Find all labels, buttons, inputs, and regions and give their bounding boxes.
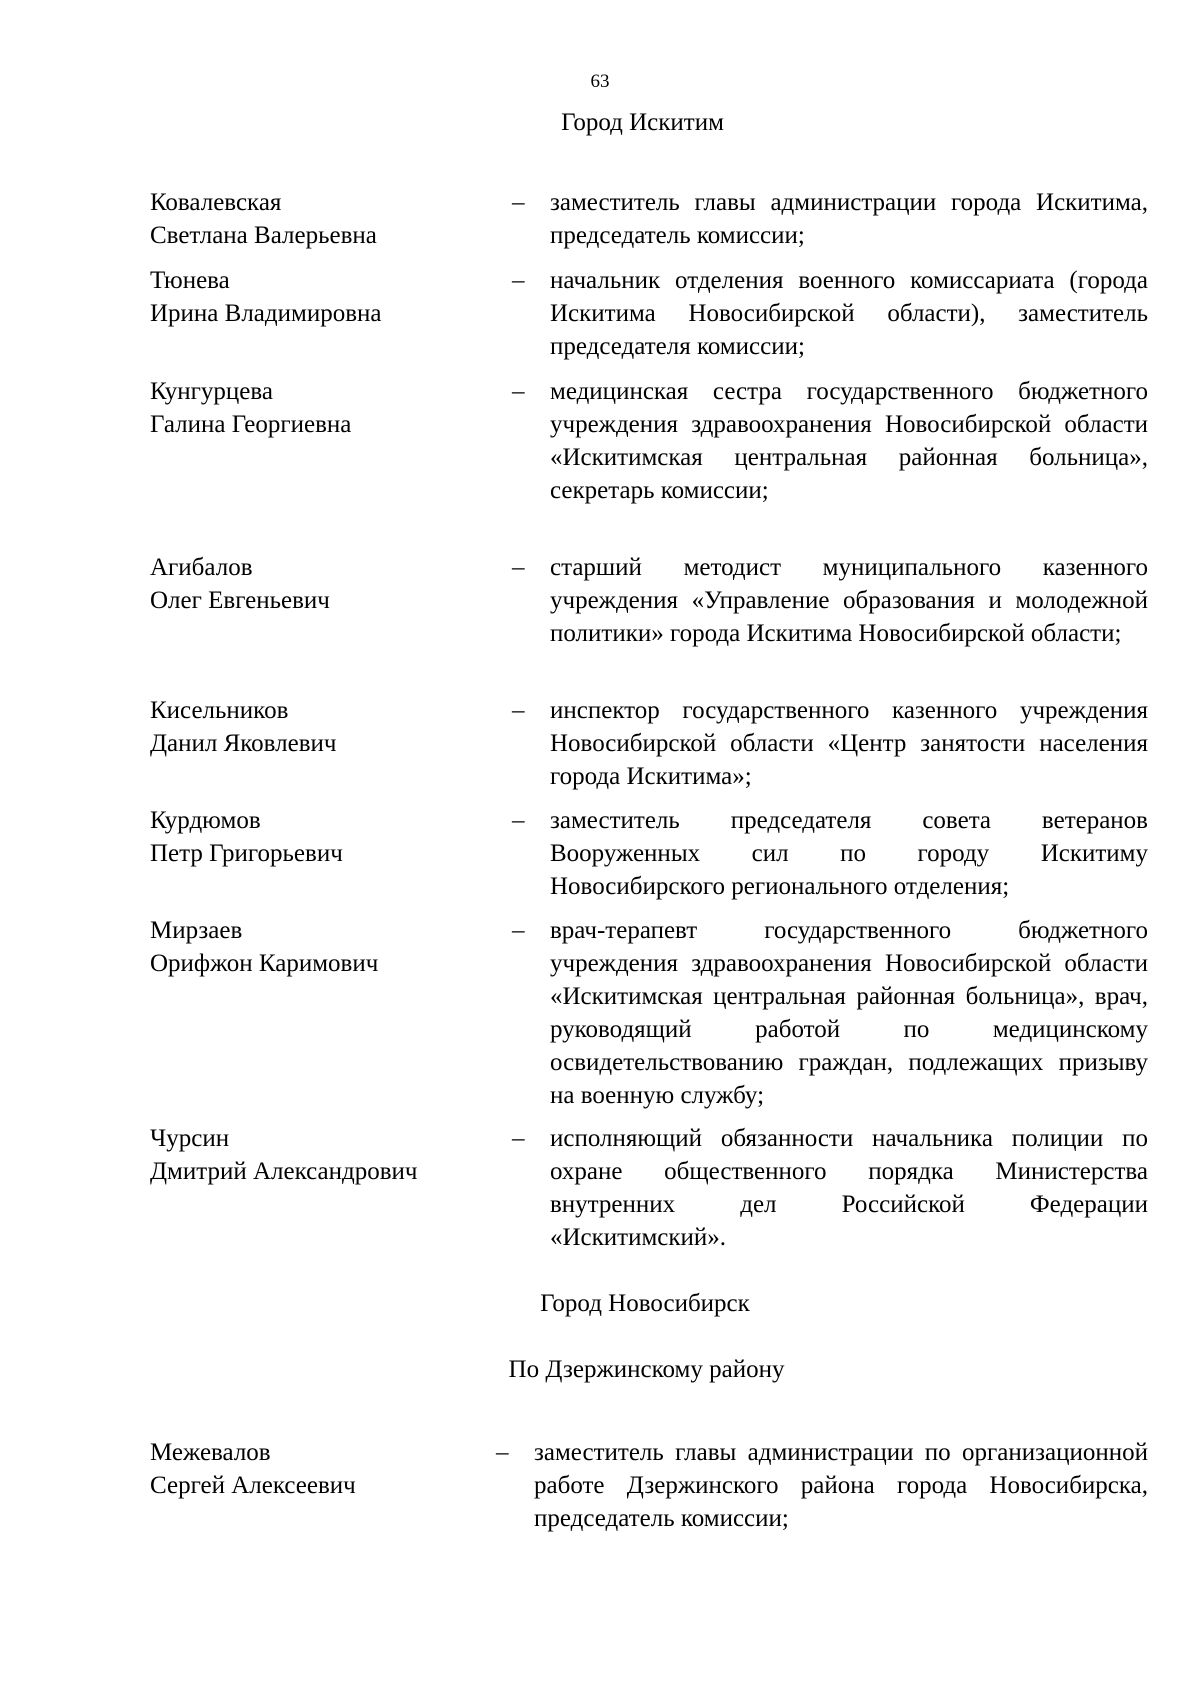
member-role: медицинская сестра государственного бюджетного учреждения здравоохранения Новосибирской области «Искитимская центральная районная больница», секретарь комиссии; bbox=[550, 378, 1148, 504]
member-surname: Тюнева bbox=[150, 267, 230, 294]
dash: – bbox=[496, 1439, 509, 1466]
member-name bbox=[150, 1436, 500, 1502]
dash: – bbox=[512, 1125, 525, 1152]
section-subtitle-dzerzhinsky: По Дзержинскому району bbox=[508, 1356, 785, 1383]
section-title-novosibirsk: Город Новосибирск bbox=[540, 1290, 750, 1317]
dash: – bbox=[512, 807, 525, 834]
dash: – bbox=[512, 378, 525, 405]
member-given-name: Галина Георгиевна bbox=[150, 411, 352, 438]
member-name bbox=[150, 551, 500, 617]
member-surname: Кисельников bbox=[150, 697, 289, 724]
member-given-name: Светлана Валерьевна bbox=[150, 222, 377, 249]
member-role: исполняющий обязанности начальника полиции по охране общественного порядка Министерства внутренних дел Российской Федерации «Искитимский». bbox=[550, 1125, 1148, 1251]
member-role: заместитель главы администрации по организационной работе Дзержинского района города Новосибирска, председатель комиссии; bbox=[534, 1439, 1148, 1532]
page-number: 63 bbox=[590, 71, 610, 92]
member-role: заместитель главы администрации города Искитима, председатель комиссии; bbox=[550, 189, 1148, 249]
member-name bbox=[150, 186, 500, 252]
member-surname: Курдюмов bbox=[150, 807, 261, 834]
dash: – bbox=[512, 267, 525, 294]
member-name bbox=[150, 914, 500, 980]
member-name bbox=[150, 804, 500, 870]
member-surname: Ковалевская bbox=[150, 189, 282, 216]
member-surname: Мирзаев bbox=[150, 917, 243, 944]
member-role: заместитель председателя совета ветеранов Вооруженных сил по городу Искитиму Новосибирского регионального отделения; bbox=[550, 807, 1148, 900]
member-given-name: Петр Григорьевич bbox=[150, 840, 343, 867]
member-name bbox=[150, 694, 500, 760]
member-name bbox=[150, 1122, 500, 1188]
member-surname: Чурсин bbox=[150, 1125, 230, 1152]
dash: – bbox=[512, 189, 525, 216]
member-name bbox=[150, 264, 500, 330]
section-title-iskitim: Город Искитим bbox=[561, 109, 724, 136]
member-given-name: Данил Яковлевич bbox=[150, 730, 337, 757]
dash: – bbox=[512, 554, 525, 581]
member-surname: Межевалов bbox=[150, 1439, 271, 1466]
member-surname: Агибалов bbox=[150, 554, 253, 581]
member-surname: Кунгурцева bbox=[150, 378, 273, 405]
member-name bbox=[150, 375, 500, 441]
member-given-name: Дмитрий Александрович bbox=[150, 1158, 418, 1185]
member-given-name: Олег Евгеньевич bbox=[150, 587, 330, 614]
dash: – bbox=[512, 697, 525, 724]
member-given-name: Сергей Алексеевич bbox=[150, 1472, 356, 1499]
member-role: старший методист муниципального казенного учреждения «Управление образования и молодежной политики» города Искитима Новосибирской области; bbox=[550, 554, 1148, 647]
member-given-name: Ирина Владимировна bbox=[150, 300, 382, 327]
member-role: начальник отделения военного комиссариата (города Искитима Новосибирской области), заместитель председателя комиссии; bbox=[550, 267, 1148, 360]
member-given-name: Орифжон Каримович bbox=[150, 950, 379, 977]
member-role: врач-терапевт государственного бюджетного учреждения здравоохранения Новосибирской области «Искитимская центральная районная больница», врач, руководящий работой по медицинскому освидетельствованию граждан, подлежащих призыву на военную службу; bbox=[550, 917, 1148, 1109]
member-role: инспектор государственного казенного учреждения Новосибирской области «Центр занятости населения города Искитима»; bbox=[550, 697, 1148, 790]
dash: – bbox=[512, 917, 525, 944]
